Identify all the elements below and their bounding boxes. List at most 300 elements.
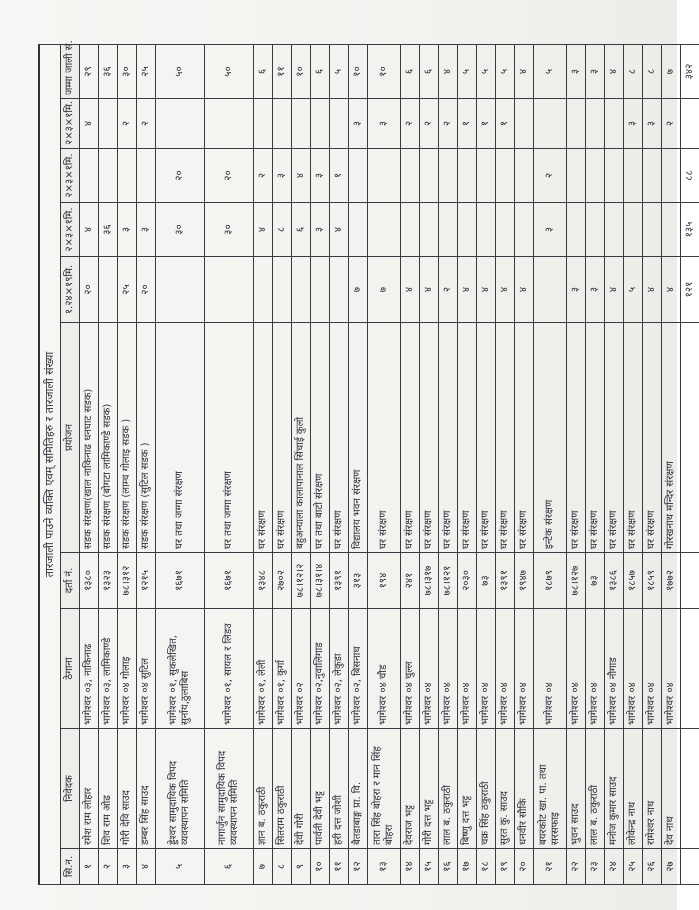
- cell-c3: २: [254, 149, 273, 203]
- cell-c4: २: [662, 99, 681, 149]
- cell-name: रामेश्वर नाथ: [643, 729, 662, 849]
- table-body: [80, 44, 681, 884]
- cell-total: ६: [420, 44, 439, 98]
- cell-total: ८: [643, 44, 662, 98]
- cell-c4: [534, 99, 567, 149]
- table-row: [118, 44, 137, 884]
- cell-c4: [605, 99, 624, 149]
- cell-c2: ३०: [156, 203, 205, 257]
- cell-c1: [534, 257, 567, 323]
- cell-c1: ५: [624, 257, 643, 323]
- cell-sn: ७: [254, 849, 273, 885]
- cell-total: ३: [567, 44, 586, 98]
- cell-name: डम्बर सिंह साउद: [137, 729, 156, 849]
- cell-sn: २१: [534, 849, 567, 885]
- cell-c2: [439, 203, 458, 257]
- cell-reg: १३९१: [496, 553, 515, 609]
- table-row: [643, 44, 662, 884]
- cell-name: बिष्णु दत्त भट्ट: [458, 729, 477, 849]
- totals-empty-2: [681, 729, 699, 849]
- cell-reg: ७३: [477, 553, 496, 609]
- cell-purpose: घर तथा बाटो संरक्षण: [311, 323, 330, 553]
- cell-total: ४: [605, 44, 624, 98]
- header-row: [61, 44, 80, 884]
- cell-reg: ७८।१२१: [439, 553, 458, 609]
- cell-purpose: घर संरक्षण: [401, 323, 420, 553]
- totals-empty-1: [681, 849, 699, 885]
- cell-c2: [567, 203, 586, 257]
- cell-purpose: घर संरक्षण: [477, 323, 496, 553]
- table-row: [137, 44, 156, 884]
- table-row: [99, 44, 118, 884]
- cell-c2: [662, 203, 681, 257]
- cell-purpose: घर संरक्षण: [586, 323, 605, 553]
- cell-name: नागार्जुन सामुदायिक विपद व्यवस्थापन समिति: [205, 729, 254, 849]
- cell-addr: भागेश्वर ०२: [292, 609, 311, 729]
- cell-c2: [586, 203, 605, 257]
- cell-total: ६: [311, 44, 330, 98]
- cell-name: ज्ञान ब. ठकुराठी: [254, 729, 273, 849]
- cell-sn: १६: [439, 849, 458, 885]
- total-col3: ८८: [681, 149, 699, 203]
- cell-purpose: घर संरक्षण: [496, 323, 515, 553]
- cell-purpose: घर संरक्षण: [330, 323, 349, 553]
- cell-c4: [205, 99, 254, 149]
- cell-addr: भागेश्वर ०३, नाकिनाढ: [80, 609, 99, 729]
- cell-addr: भागेश्वर ०४: [420, 609, 439, 729]
- cell-total: ५०: [205, 44, 254, 98]
- cell-sn: १: [80, 849, 99, 885]
- cell-name: भुवन साउद: [567, 729, 586, 849]
- cell-sn: ३: [118, 849, 137, 885]
- cell-addr: भागेश्वर ०१, लेली: [254, 609, 273, 729]
- table-row: [156, 44, 205, 884]
- cell-name: लाल ब. ठकुराठी: [586, 729, 605, 849]
- cell-c4: [330, 99, 349, 149]
- cell-purpose: घर संरक्षण: [605, 323, 624, 553]
- cell-addr: भागेश्वर ०४ सुटिल: [137, 609, 156, 729]
- cell-c1: २५: [118, 257, 137, 323]
- cell-c1: [273, 257, 292, 323]
- cell-c3: [662, 149, 681, 203]
- cell-c1: [311, 257, 330, 323]
- cell-c2: ६: [292, 203, 311, 257]
- cell-name: गोरी दत्त भट्ट: [420, 729, 439, 849]
- cell-name: देव नाथ: [662, 729, 681, 849]
- cell-name: लाल ब. ठकुराठी: [439, 729, 458, 849]
- cell-reg: १८५७: [624, 553, 643, 609]
- cell-addr: भागेश्वर ०४ गोलाइ: [118, 609, 137, 729]
- cell-c3: [567, 149, 586, 203]
- cell-addr: भागेश्वर ०४: [439, 609, 458, 729]
- title-row: [39, 44, 61, 884]
- cell-c1: ४: [477, 257, 496, 323]
- cell-c4: २: [137, 99, 156, 149]
- cell-purpose: घर संरक्षण: [567, 323, 586, 553]
- cell-c2: ३: [137, 203, 156, 257]
- cell-name: लोकेन्द्र नाथ: [624, 729, 643, 849]
- totals-empty-3: [681, 609, 699, 729]
- cell-addr: भागेश्वर ०४: [567, 609, 586, 729]
- cell-c2: [420, 203, 439, 257]
- cell-c4: ४: [80, 99, 99, 149]
- cell-c4: [273, 99, 292, 149]
- cell-c4: २: [420, 99, 439, 149]
- cell-c3: [496, 149, 515, 203]
- cell-total: ११: [273, 44, 292, 98]
- cell-c1: ३: [567, 257, 586, 323]
- cell-reg: २०३०: [458, 553, 477, 609]
- table-row: [605, 44, 624, 884]
- cell-name: ड्डेश्वर सामुदायिक विपद व्यवस्थापन समिति: [156, 729, 205, 849]
- cell-c3: [439, 149, 458, 203]
- cell-total: २५: [137, 44, 156, 98]
- cell-reg: ७८।३१२: [118, 553, 137, 609]
- cell-c3: [99, 149, 118, 203]
- cell-c2: [349, 203, 368, 257]
- table-row: [477, 44, 496, 884]
- cell-reg: १३८६: [605, 553, 624, 609]
- cell-c3: [420, 149, 439, 203]
- cell-addr: भागेश्वर ०४: [477, 609, 496, 729]
- cell-c4: २: [401, 99, 420, 149]
- header-purpose: प्रयोजन: [61, 323, 80, 553]
- cell-c1: ४: [662, 257, 681, 323]
- table-row: [80, 44, 99, 884]
- cell-c3: [80, 149, 99, 203]
- cell-c2: ३: [311, 203, 330, 257]
- total-col1: १२१: [681, 257, 699, 323]
- cell-c3: २: [534, 149, 567, 203]
- cell-name: धनवीर सौकि: [515, 729, 534, 849]
- cell-sn: ८: [273, 849, 292, 885]
- cell-name: सुरत कु. साउद: [496, 729, 515, 849]
- cell-c1: २०: [137, 257, 156, 323]
- rotated-table-wrapper: [38, 40, 695, 885]
- cell-c1: [99, 257, 118, 323]
- cell-c2: [477, 203, 496, 257]
- cell-reg: ७८।१२७: [567, 553, 586, 609]
- totals-empty-5: [681, 323, 699, 553]
- cell-c3: [586, 149, 605, 203]
- cell-reg: १९४७: [515, 553, 534, 609]
- cell-c1: [330, 257, 349, 323]
- cell-purpose: बहुअन्याला कालापानाल सिंचाई कुलो: [292, 323, 311, 553]
- cell-c1: ७: [368, 257, 401, 323]
- cell-c4: [567, 99, 586, 149]
- header-col1: १.२४×१९मि.: [61, 257, 80, 323]
- cell-c4: २: [439, 99, 458, 149]
- cell-c3: [515, 149, 534, 203]
- cell-reg: ७८।१२।२: [292, 553, 311, 609]
- table-row: [330, 44, 349, 884]
- cell-addr: भागेश्वर ०४: [458, 609, 477, 729]
- cell-c4: [586, 99, 605, 149]
- cell-purpose: घर तथा जग्गा संरक्षण: [205, 323, 254, 553]
- cell-addr: भागेश्वर ०४: [586, 609, 605, 729]
- cell-c4: ३: [349, 99, 368, 149]
- cell-total: १०: [368, 44, 401, 98]
- table-row: [586, 44, 605, 884]
- cell-name: गोरी देवि साउद: [118, 729, 137, 849]
- cell-reg: १६७१: [205, 553, 254, 609]
- cell-name: पार्वती देवी भट्ट: [311, 729, 330, 849]
- cell-addr: भागेश्वर ०४: [662, 609, 681, 729]
- cell-reg: २७०२: [273, 553, 292, 609]
- header-name: निवेदक: [61, 729, 80, 849]
- cell-c1: ४: [605, 257, 624, 323]
- cell-sn: २३: [586, 849, 605, 885]
- cell-c4: [515, 99, 534, 149]
- cell-c3: [643, 149, 662, 203]
- cell-sn: ४: [137, 849, 156, 885]
- cell-addr: भागेश्वर ०४ चुल्ल: [401, 609, 420, 729]
- totals-row: [681, 44, 699, 884]
- cell-c2: [401, 203, 420, 257]
- cell-c2: ३०: [205, 203, 254, 257]
- cell-purpose: घर संरक्षण: [254, 323, 273, 553]
- cell-sn: ५: [156, 849, 205, 885]
- cell-reg: १३४८: [254, 553, 273, 609]
- cell-addr: भागेश्वर ०३, लामिकाण्डे: [99, 609, 118, 729]
- cell-c4: [99, 99, 118, 149]
- cell-c4: ३: [643, 99, 662, 149]
- cell-name: बयरकोट खा. पा. तथा सरसफाइ: [534, 729, 567, 849]
- cell-total: ५: [330, 44, 349, 98]
- cell-addr: भागेश्वर ०२,नुवालिगाड: [311, 609, 330, 729]
- table-row: [401, 44, 420, 884]
- cell-purpose: घर संरक्षण: [439, 323, 458, 553]
- cell-c3: १: [330, 149, 349, 203]
- table-row: [420, 44, 439, 884]
- table-title: तारजाली पाउने व्यक्ति एवम् समितिहरु र तारजाली संख्या: [39, 44, 61, 884]
- cell-total: ५: [496, 44, 515, 98]
- cell-addr: भागेश्वर ०१, कुर्गा: [273, 609, 292, 729]
- cell-total: ५: [458, 44, 477, 98]
- table-row: [439, 44, 458, 884]
- cell-sn: ९: [292, 849, 311, 885]
- cell-total: ४: [515, 44, 534, 98]
- cell-c1: [205, 257, 254, 323]
- cell-purpose: सडक संरक्षण (सुटिल सडक ): [137, 323, 156, 553]
- cell-total: ५: [477, 44, 496, 98]
- cell-c4: १: [458, 99, 477, 149]
- cell-c1: ४: [420, 257, 439, 323]
- cell-sn: १४: [401, 849, 420, 885]
- cell-c3: २०: [205, 149, 254, 203]
- table-row: [292, 44, 311, 884]
- cell-addr: भागेश्वर ०४: [515, 609, 534, 729]
- cell-c3: ३: [311, 149, 330, 203]
- cell-c2: [643, 203, 662, 257]
- cell-addr: भागेश्वर ०४: [534, 609, 567, 729]
- cell-name: बैतडाबाङ्ग प्रा. वि.: [349, 729, 368, 849]
- cell-reg: २४१: [401, 553, 420, 609]
- cell-sn: १७: [458, 849, 477, 885]
- cell-total: ७: [662, 44, 681, 98]
- cell-addr: भागेश्वर ०४ चौड: [368, 609, 401, 729]
- totals-empty-4: [681, 553, 699, 609]
- cell-name: रमेश राम लोहार: [80, 729, 99, 849]
- table-row: [349, 44, 368, 884]
- cell-c4: [311, 99, 330, 149]
- cell-c1: ४: [458, 257, 477, 323]
- cell-c4: १: [496, 99, 515, 149]
- cell-c3: ३: [273, 149, 292, 203]
- cell-c4: ३: [368, 99, 401, 149]
- cell-total: ६: [401, 44, 420, 98]
- cell-c2: ८: [273, 203, 292, 257]
- cell-purpose: सडक संरक्षण (लाम्च गोलाइ सडक ): [118, 323, 137, 553]
- cell-c2: [624, 203, 643, 257]
- cell-total: २९: [80, 44, 99, 98]
- cell-purpose: घर संरक्षण: [624, 323, 643, 553]
- header-sn: सि.न.: [61, 849, 80, 885]
- cell-sn: २२: [567, 849, 586, 885]
- cell-c3: [349, 149, 368, 203]
- cell-total: ४: [439, 44, 458, 98]
- cell-reg: ७३: [586, 553, 605, 609]
- cell-c2: ४: [330, 203, 349, 257]
- cell-c3: [368, 149, 401, 203]
- cell-name: मनोज कुमार साउद: [605, 729, 624, 849]
- cell-total: १०: [292, 44, 311, 98]
- cell-name: चक्र सिंह ठकुराठी: [477, 729, 496, 849]
- cell-sn: २४: [605, 849, 624, 885]
- cell-c2: ३: [534, 203, 567, 257]
- cell-purpose: घर तथा जग्गा संरक्षण: [156, 323, 205, 553]
- table-row: [273, 44, 292, 884]
- cell-sn: ६: [205, 849, 254, 885]
- total-col4: [681, 99, 699, 149]
- cell-purpose: घर संरक्षण: [515, 323, 534, 553]
- cell-c3: [477, 149, 496, 203]
- total-col2: १३५: [681, 203, 699, 257]
- cell-addr: भागेश्वर ०१, सायल र लिडउ: [205, 609, 254, 729]
- cell-c1: २०: [80, 257, 99, 323]
- cell-total: ५: [534, 44, 567, 98]
- table-row: [311, 44, 330, 884]
- cell-c2: ३: [118, 203, 137, 257]
- cell-sn: १३: [368, 849, 401, 885]
- table-row: [205, 44, 254, 884]
- cell-c1: [292, 257, 311, 323]
- cell-c1: ४: [643, 257, 662, 323]
- cell-c2: [458, 203, 477, 257]
- cell-addr: भागेश्वर ०४: [496, 609, 515, 729]
- cell-reg: १६७१: [156, 553, 205, 609]
- header-col4: २×३×१मि.: [61, 99, 80, 149]
- cell-sn: २७: [662, 849, 681, 885]
- cell-sn: १८: [477, 849, 496, 885]
- cell-c2: [496, 203, 515, 257]
- cell-purpose: इन्टेक संरक्षण: [534, 323, 567, 553]
- cell-c1: [254, 257, 273, 323]
- cell-sn: २६: [643, 849, 662, 885]
- cell-total: ५०: [156, 44, 205, 98]
- cell-c3: [624, 149, 643, 203]
- cell-reg: १९४: [368, 553, 401, 609]
- cell-c2: ४: [80, 203, 99, 257]
- cell-sn: १२: [349, 849, 368, 885]
- cell-addr: भागेश्वर ०४: [624, 609, 643, 729]
- cell-reg: १७७२: [662, 553, 681, 609]
- table-row: [368, 44, 401, 884]
- cell-c3: [605, 149, 624, 203]
- table-row: [515, 44, 534, 884]
- table-row: [254, 44, 273, 884]
- cell-c2: [605, 203, 624, 257]
- header-col3: २×३×१मि.: [61, 149, 80, 203]
- grand-total: ३४२: [681, 44, 699, 98]
- cell-purpose: घर संरक्षण: [368, 323, 401, 553]
- cell-sn: २५: [624, 849, 643, 885]
- cell-sn: ११: [330, 849, 349, 885]
- cell-c3: २०: [156, 149, 205, 203]
- cell-reg: १८५९: [643, 553, 662, 609]
- cell-total: ८: [624, 44, 643, 98]
- cell-c3: [137, 149, 156, 203]
- cell-sn: २०: [515, 849, 534, 885]
- cell-c1: २: [439, 257, 458, 323]
- cell-purpose: विद्यालय भवन संरक्षण: [349, 323, 368, 553]
- cell-name: देवी गोरी: [292, 729, 311, 849]
- header-total: जम्मा जाली सं.: [61, 44, 80, 98]
- cell-c2: ३६: [99, 203, 118, 257]
- table-row: [496, 44, 515, 884]
- cell-total: ३०: [118, 44, 137, 98]
- cell-reg: ७८।३१७: [420, 553, 439, 609]
- header-col2: २×३×१मि.: [61, 203, 80, 257]
- cell-total: ३६: [99, 44, 118, 98]
- cell-total: १०: [349, 44, 368, 98]
- header-address: ठेगाना: [61, 609, 80, 729]
- cell-purpose: घर संरक्षण: [458, 323, 477, 553]
- cell-name: शिव राम ओढ: [99, 729, 118, 849]
- cell-sn: १५: [420, 849, 439, 885]
- cell-c4: ३: [624, 99, 643, 149]
- cell-purpose: सडक संरक्षण(खाल नाकिनाढ धनघाट सडक): [80, 323, 99, 553]
- cell-total: ६: [254, 44, 273, 98]
- cell-purpose: घर संरक्षण: [643, 323, 662, 553]
- cell-c4: [292, 99, 311, 149]
- cell-c4: १: [477, 99, 496, 149]
- cell-c3: ४: [292, 149, 311, 203]
- cell-purpose: घर संरक्षण: [273, 323, 292, 553]
- cell-reg: १३८०: [80, 553, 99, 609]
- cell-purpose: गोरखनाथ मन्दिर संरक्षण: [662, 323, 681, 553]
- cell-c4: [156, 99, 205, 149]
- cell-c2: [515, 203, 534, 257]
- table-row: [534, 44, 567, 884]
- cell-purpose: घर संरक्षण: [420, 323, 439, 553]
- cell-c3: [401, 149, 420, 203]
- cell-reg: १२१५: [137, 553, 156, 609]
- table-row: [567, 44, 586, 884]
- cell-purpose: सडक संरक्षण (बोगटा लामिकाण्डे सडक): [99, 323, 118, 553]
- cell-addr: भागेश्वर ०२, बिसनाथ: [349, 609, 368, 729]
- table-row: [624, 44, 643, 884]
- cell-total: ३: [586, 44, 605, 98]
- cell-reg: ७८।३१।४: [311, 553, 330, 609]
- cell-reg: १३२३: [99, 553, 118, 609]
- cell-addr: भागेश्वर ०२, लेकुडा: [330, 609, 349, 729]
- cell-sn: १९: [496, 849, 515, 885]
- cell-c3: [118, 149, 137, 203]
- cell-c1: ४: [515, 257, 534, 323]
- cell-sn: १०: [311, 849, 330, 885]
- cell-c3: [458, 149, 477, 203]
